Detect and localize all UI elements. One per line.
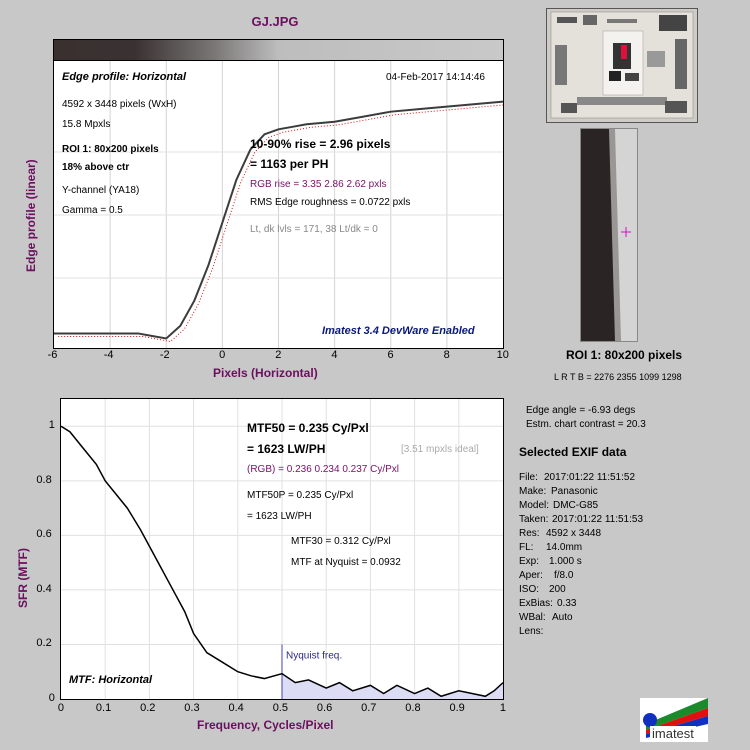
- exif-val-model: DMC-G85: [553, 500, 599, 511]
- mtf-x-label: Frequency, Cycles/Pixel: [197, 718, 334, 732]
- mtf-y-tick-label: 0: [48, 692, 55, 704]
- mtf-y-label: SFR (MTF): [16, 548, 30, 608]
- exif-val-iso: 200: [549, 584, 566, 595]
- mtf-header: MTF: Horizontal: [69, 674, 153, 686]
- edge-x-label: Pixels (Horizontal): [213, 366, 318, 380]
- exif-key-file: File:: [519, 472, 538, 483]
- exif-val-exbias: 0.33: [557, 598, 577, 609]
- exif-val-wbal: Auto: [552, 612, 573, 623]
- chart-thumbnail: [546, 8, 698, 123]
- edge-roi-line2: 18% above ctr: [62, 162, 130, 173]
- mtf-x-tick-label: 0.8: [405, 702, 421, 714]
- ideal-mpxls: [3.51 mpxls ideal]: [401, 444, 479, 455]
- edge-info-resolution: 4592 x 3448 pixels (WxH): [62, 99, 177, 110]
- mtf-y-tick-label: 0.4: [36, 582, 52, 595]
- edge-x-tick-label: 2: [275, 349, 282, 361]
- edge-x-tick-label: 0: [219, 349, 226, 361]
- edge-roughness: RMS Edge roughness = 0.0722 pxls: [250, 197, 411, 208]
- logo-text: imatest: [652, 726, 694, 741]
- roi-image-svg: [581, 129, 637, 341]
- imatest-watermark: Imatest 3.4 DevWare Enabled: [322, 325, 475, 337]
- mtf-x-tick-label: 0.7: [361, 702, 377, 714]
- nyquist-label: Nyquist freq.: [286, 650, 343, 662]
- exif-val-make: Panasonic: [551, 486, 598, 497]
- edge-levels: Lt, dk lvls = 171, 38 Lt/dk = 0: [250, 224, 378, 235]
- mtf50p-lwph: = 1623 LW/PH: [247, 511, 312, 522]
- mtf-x-tick-label: 0: [57, 702, 65, 714]
- edge-rgb-rise: RGB rise = 3.35 2.86 2.62 pxls: [250, 179, 387, 190]
- mtf-y-tick-label: 0.8: [36, 473, 52, 486]
- mtf-nyquist-value: MTF at Nyquist = 0.0932: [291, 557, 401, 568]
- exif-val-exp: 1.000 s: [549, 556, 582, 567]
- nyquist-fill: [282, 674, 503, 699]
- exif-key-taken: Taken:: [519, 514, 549, 525]
- exif-key-model: Model:: [519, 500, 550, 511]
- exif-key-iso: ISO:: [519, 584, 540, 595]
- exif-key-wbal: WBal:: [519, 612, 546, 623]
- mtf-y-tick-label: 1: [48, 419, 55, 432]
- gradient-strip: [53, 39, 504, 61]
- edge-info-mpxls: 15.8 Mpxls: [62, 119, 111, 130]
- edge-rise: 10-90% rise = 2.96 pixels: [250, 137, 391, 151]
- edge-y-label: Edge profile (linear): [24, 159, 38, 272]
- edge-x-tick-label: 8: [443, 349, 450, 361]
- edge-profile-plot: [53, 60, 504, 349]
- exif-val-res: 4592 x 3448: [546, 528, 602, 539]
- edge-x-tick-label: -2: [159, 349, 170, 361]
- mtf50-rgb: (RGB) = 0.236 0.234 0.237 Cy/Pxl: [247, 464, 400, 475]
- mtf50-value: MTF50 = 0.235 Cy/Pxl: [247, 421, 369, 435]
- edge-angle: Edge angle = -6.93 degs: [526, 405, 636, 416]
- mtf-x-tick-label: 0.2: [140, 702, 156, 714]
- imatest-logo: [640, 698, 708, 742]
- page-title: GJ.JPG: [251, 14, 299, 29]
- edge-x-tick-label: 6: [387, 349, 394, 361]
- mtf50p-value: MTF50P = 0.235 Cy/Pxl: [247, 490, 354, 501]
- exif-key-exp: Exp:: [519, 556, 540, 567]
- roi-coords: L R T B = 2276 2355 1099 1298: [554, 372, 682, 382]
- roi-title: ROI 1: 80x200 pixels: [566, 348, 683, 362]
- exif-val-taken: 2017:01:22 11:51:53: [552, 514, 644, 525]
- chart-thumbnail-image: [547, 9, 697, 122]
- exif-key-make: Make:: [519, 486, 547, 497]
- mtf-plot: [60, 398, 504, 700]
- exif-key-exbias: ExBias:: [519, 598, 553, 609]
- exif-key-fl: FL:: [519, 542, 534, 553]
- mtf-y-tick-label: 0.6: [36, 528, 52, 541]
- edge-x-tick-label: -6: [47, 349, 58, 361]
- exif-key-aper: Aper:: [519, 570, 543, 581]
- edge-roi-line1: ROI 1: 80x200 pixels: [62, 144, 159, 155]
- exif-val-aper: f/8.0: [554, 570, 574, 581]
- edge-x-tick-label: 4: [331, 349, 338, 361]
- exif-title: Selected EXIF data: [519, 445, 627, 459]
- roi-image: [580, 128, 638, 342]
- edge-header: Edge profile: Horizontal: [62, 71, 187, 83]
- edge-channel: Y-channel (YA18): [62, 185, 140, 196]
- mtf-x-tick-label: 0.6: [316, 702, 333, 714]
- mtf-x-tick-label: 0.1: [95, 702, 112, 714]
- exif-key-res: Res:: [519, 528, 540, 539]
- mtf-x-tick-label: 0.9: [449, 702, 465, 714]
- edge-x-tick-label: -4: [103, 349, 114, 361]
- mtf50-lwph: = 1623 LW/PH: [247, 442, 326, 456]
- exif-val-file: 2017:01:22 11:51:52: [544, 472, 636, 483]
- chart-contrast: Estm. chart contrast = 20.3: [526, 419, 646, 430]
- mtf-x-tick-label: 0.5: [272, 702, 288, 714]
- mtf-y-tick-label: 0.2: [36, 637, 52, 650]
- edge-x-tick-label: 10: [496, 349, 509, 361]
- mtf-x-tick-label: 1: [499, 702, 507, 714]
- edge-per-ph: = 1163 per PH: [250, 157, 329, 171]
- exif-key-lens: Lens:: [519, 626, 544, 637]
- mtf30-value: MTF30 = 0.312 Cy/Pxl: [291, 536, 391, 547]
- exif-val-fl: 14.0mm: [546, 542, 583, 553]
- edge-gamma: Gamma = 0.5: [62, 205, 123, 216]
- mtf-x-tick-label: 0.4: [228, 702, 244, 714]
- edge-timestamp: 04-Feb-2017 14:14:46: [386, 72, 485, 83]
- mtf-x-tick-label: 0.3: [184, 702, 200, 714]
